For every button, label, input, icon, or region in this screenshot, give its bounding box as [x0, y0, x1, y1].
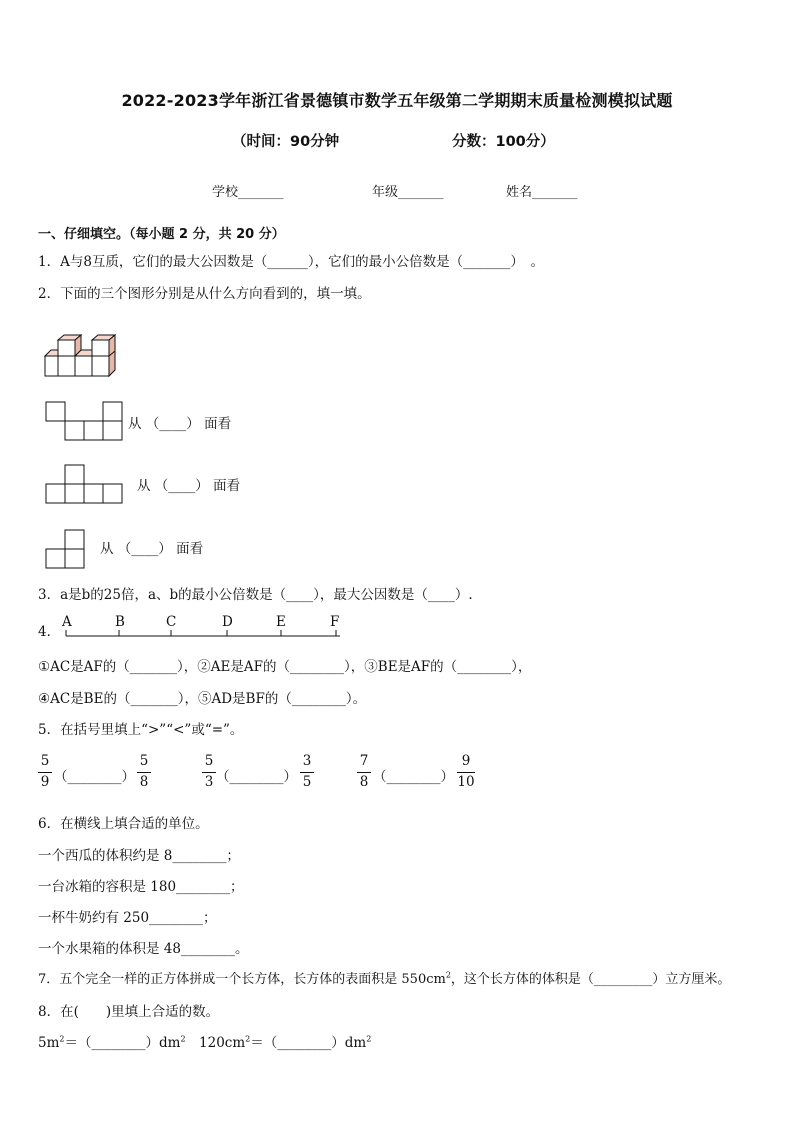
unit-item-2[interactable]: 一台冰箱的容积是 180________； [38, 879, 244, 895]
question-4-number: 4． [38, 624, 61, 640]
cube-stack-figure [44, 334, 126, 380]
exam-time: （时间：90分钟 [232, 134, 340, 150]
point-a-label: A [62, 614, 72, 630]
compare-blank-2[interactable]: （________） [216, 769, 297, 785]
unit-item-3[interactable]: 一杯牛奶约有 250________； [38, 910, 217, 926]
view-figure-1 [45, 401, 125, 441]
question-8-stem: 8．在( )里填上合适的数。 [38, 1004, 220, 1020]
question-7: 7．五个完全一样的正方体拼成一个长方体，长方体的表面积是 $550cm^2$，这个长方体的体积是（_________）立方厘米。 [38, 970, 731, 987]
compare-blank-3[interactable]: （________） [373, 769, 454, 785]
point-f-label: F [330, 614, 340, 630]
fraction: 5 9 [38, 755, 52, 789]
view-figure-3 [45, 529, 87, 569]
question-4-line-1: ①AC是AF的（_______），②AE是AF的（________），③BE是AF的（________）， [38, 659, 532, 675]
fraction: 9 10 [457, 753, 475, 790]
view-answer-1[interactable]: 从 （____） 面看 [128, 416, 232, 432]
point-d-label: D [222, 614, 233, 630]
fraction: 5 8 [137, 755, 151, 789]
grade-field[interactable]: 年级_______ [372, 185, 444, 200]
fraction: 7 8 [357, 755, 371, 789]
question-6-stem: 6．在横线上填合适的单位。 [38, 816, 209, 832]
fraction: 5 3 [202, 755, 216, 789]
point-e-label: E [276, 614, 286, 630]
unit-item-1[interactable]: 一个西瓜的体积约是 8________； [38, 848, 240, 864]
question-2-stem: 2．下面的三个图形分别是从什么方向看到的，填一填。 [38, 286, 371, 302]
school-field[interactable]: 学校_______ [212, 185, 284, 200]
question-1: 1．A与8互质，它们的最大公因数是（______），它们的最小公倍数是（_______） 。 [38, 254, 545, 270]
compare-blank-1[interactable]: （________） [54, 769, 135, 785]
point-b-label: B [115, 614, 125, 630]
question-4-line-2: ④AC是BE的（_______），⑤AD是BF的（________）。 [38, 691, 367, 707]
view-answer-3[interactable]: 从 （____） 面看 [100, 541, 204, 557]
question-3: 3．a是b的25倍，a、b的最小公倍数是（____），最大公因数是（____）. [38, 587, 473, 603]
name-field[interactable]: 姓名_______ [506, 185, 578, 200]
question-8-conversions[interactable]: $5m^2=(\_\_\_\_\_\_\_\_)dm^2$ $120cm^2=(\_\_\_\_\_\_\_\_)dm^2$ [38, 1034, 372, 1051]
section-heading: 一、仔细填空。（每小题 2 分，共 20 分） [38, 227, 285, 242]
point-c-label: C [166, 614, 177, 630]
view-answer-2[interactable]: 从 （____） 面看 [137, 478, 241, 494]
view-figure-2 [45, 464, 125, 504]
unit-item-4[interactable]: 一个水果箱的体积是 48________。 [38, 941, 249, 957]
question-5-stem: 5．在括号里填上“>”“<”或“=”。 [38, 722, 244, 738]
exam-score: 分数：100分） [452, 134, 555, 150]
exam-title: 2022-2023学年浙江省景德镇市数学五年级第二学期期末质量检测模拟试题 [121, 91, 673, 110]
number-line [64, 628, 344, 640]
fraction: 3 5 [300, 755, 314, 789]
